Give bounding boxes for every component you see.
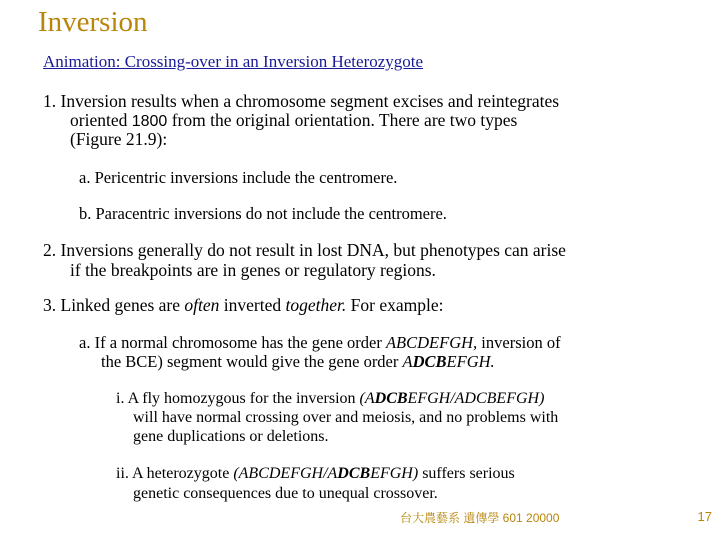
item3-ii-line1 — [116, 464, 515, 483]
item3-ii-g2: EFGH) — [370, 465, 419, 482]
item3-pre: 3. Linked genes are — [43, 295, 185, 315]
item3-a-line1 — [79, 333, 561, 352]
item1-line2-post: from the original orientation. There are two types — [167, 110, 518, 130]
item3-ii-g1: (ABCDEFGH/A — [233, 465, 338, 482]
item3-a-post: inversion of — [477, 333, 561, 352]
item1-line2-pre: oriented — [70, 110, 132, 130]
item3-i-dcb: DCB — [374, 390, 408, 407]
item3-i-line1 — [116, 389, 544, 408]
item3-i-pre: i. A fly homozygous for the inversion — [116, 390, 360, 407]
item3-ii-pre: ii. A heterozygote — [116, 465, 234, 482]
gene-order-normal: ABCDEFGH, — [385, 333, 478, 352]
item3-ii-line2: genetic consequences due to unequal crossover. — [133, 485, 438, 502]
item1-line1: 1. Inversion results when a chromosome segment excises and reintegrates — [43, 91, 560, 111]
item3-i-g2: EFGH/ADCBEFGH) — [407, 390, 545, 407]
item3-i-line3: gene duplications or deletions. — [133, 428, 329, 445]
item3-often: often — [184, 295, 220, 315]
item3-a-pre: a. If a normal chromosome has the gene order — [79, 333, 386, 352]
animation-link[interactable]: Animation: Crossing-over in an Inversion Heterozygote — [43, 52, 424, 71]
item2-line2: if the breakpoints are in genes or regulatory regions. — [70, 260, 436, 280]
page-title: Inversion — [38, 6, 148, 38]
item3-together: together. — [285, 295, 347, 315]
item3-line1 — [43, 295, 443, 315]
footer-text: 台大農藝系 遺傳學 601 20000 — [400, 511, 560, 525]
gene-order-rest: EFGH. — [446, 352, 495, 371]
item3-i-line2: will have normal crossing over and meiosis, and no problems with — [133, 409, 559, 426]
item2-line1: 2. Inversions generally do not result in lost DNA, but phenotypes can arise — [43, 240, 566, 260]
item3-a2-pre: the BCE) segment would give the gene order — [101, 352, 403, 371]
item1-a: a. Pericentric inversions include the centromere. — [79, 168, 398, 187]
item3-ii-dcb: DCB — [337, 465, 371, 482]
item3-post: For example: — [346, 295, 444, 315]
item3-mid: inverted — [219, 295, 286, 315]
item1-b: b. Paracentric inversions do not include the centromere. — [79, 204, 447, 223]
rotation-degrees: 1800 — [131, 113, 168, 130]
item3-a-line2 — [101, 352, 495, 371]
gene-order-inverted: DCB — [412, 352, 447, 371]
item3-i-g1: (A — [359, 390, 375, 407]
page-number: 17 — [697, 509, 712, 524]
item3-ii-post: suffers serious — [418, 465, 515, 482]
item1-line3: (Figure 21.9): — [70, 129, 168, 149]
gene-order-a: A — [402, 352, 413, 371]
